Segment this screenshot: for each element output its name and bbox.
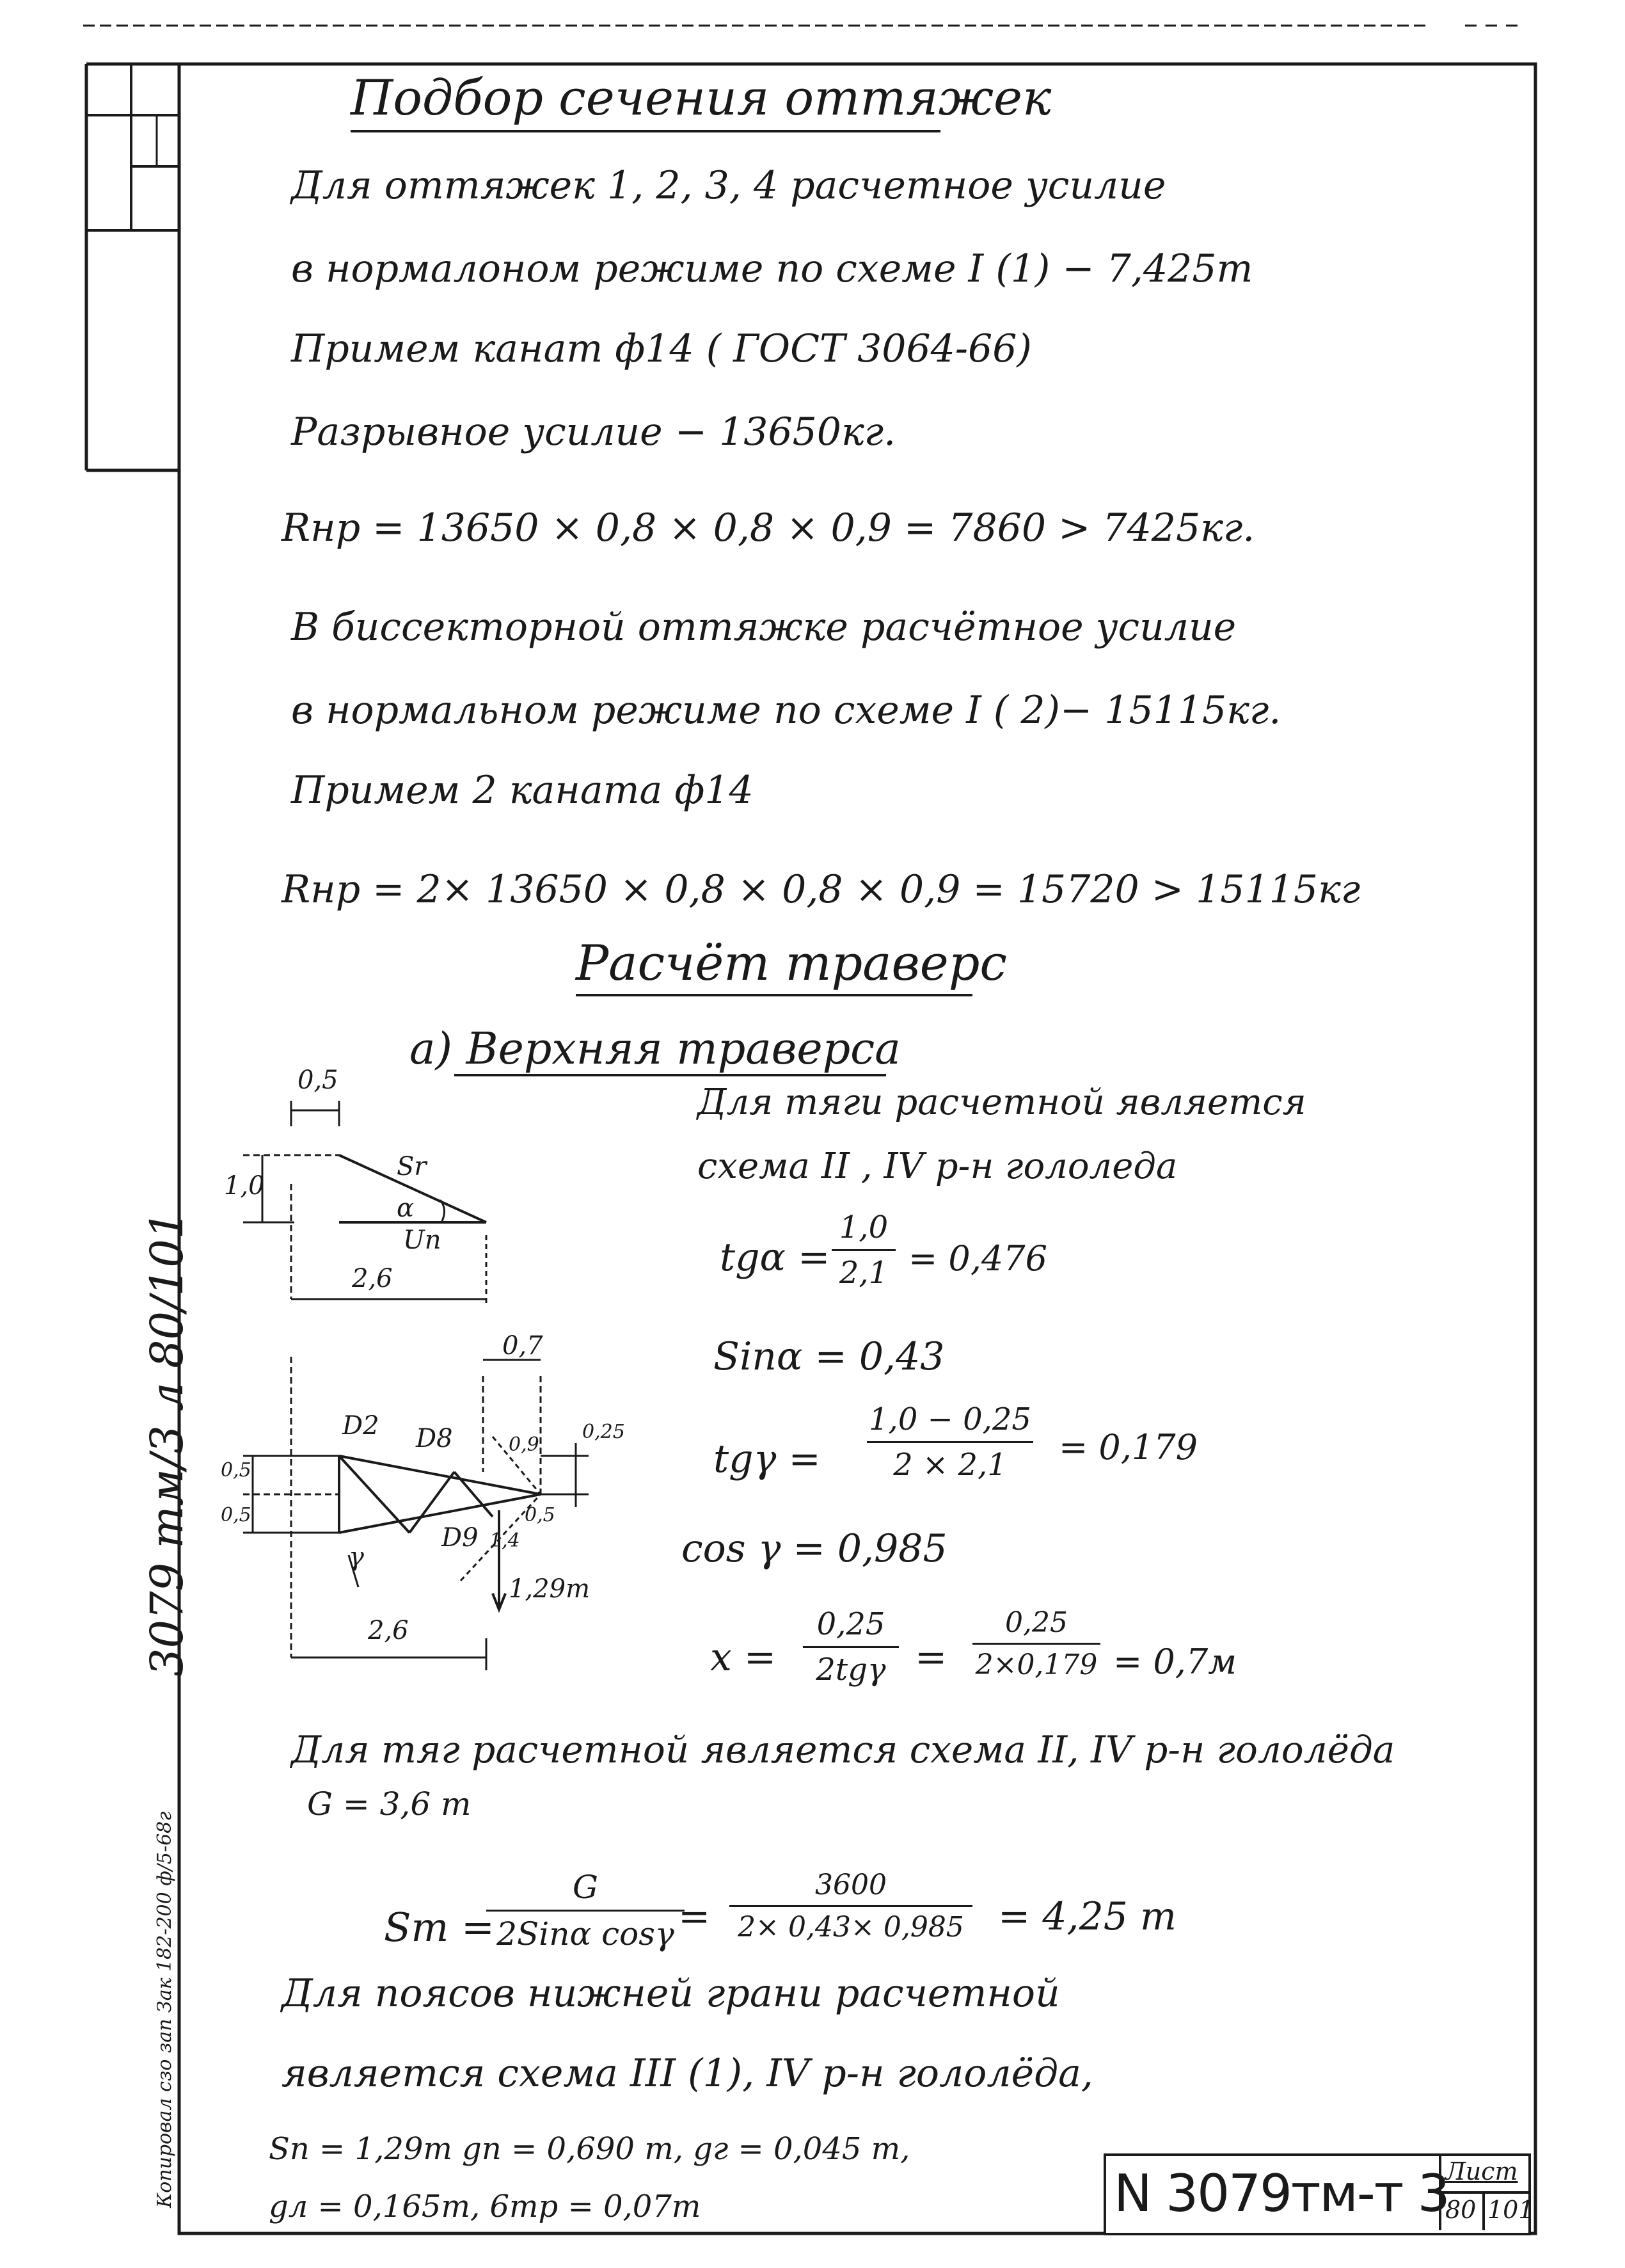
title-block [1104, 2153, 1534, 2235]
dim-0-5-top: 0,5 [297, 1066, 338, 1095]
tg-alpha-numerator: 1,0 [839, 1210, 889, 1245]
fraction-bar [832, 1249, 896, 1251]
label-load: 1,29т [509, 1574, 590, 1604]
tg-gamma-lhs: tgγ = [713, 1437, 821, 1481]
label-d2: D2 [342, 1411, 379, 1441]
sheet-number: 80 [1445, 2196, 1477, 2224]
sheet-total: 101 [1487, 2196, 1534, 2224]
text-line-4: Разрывное усилие − 13650кг. [291, 410, 896, 454]
tg-alpha-result: = 0,476 [908, 1238, 1048, 1279]
text-line-8: Примем 2 каната ф14 [291, 768, 754, 813]
label-alpha: α [397, 1194, 415, 1223]
rod-load: G = 3,6 т [307, 1785, 472, 1823]
dim-0-25: 0,25 [582, 1421, 625, 1443]
fraction-bar [867, 1441, 1033, 1443]
cos-gamma: cos γ = 0,985 [681, 1526, 947, 1571]
belts-line-4: gл = 0,165т, 6тр = 0,07т [269, 2189, 701, 2224]
dim-1-0-left: 1,0 [224, 1171, 265, 1201]
tg-alpha-fraction [832, 1210, 896, 1291]
x-denominator-1: 2tgγ [816, 1652, 886, 1688]
st-result: = 4,25 т [998, 1894, 1177, 1939]
fraction-bar [803, 1646, 899, 1648]
tg-gamma-result: = 0,179 [1059, 1427, 1198, 1467]
label-un: Un [403, 1226, 441, 1255]
tg-gamma-numerator: 1,0 − 0,25 [869, 1402, 1031, 1437]
st-numerator-2: 3600 [815, 1869, 887, 1901]
st-fraction-1 [486, 1869, 685, 1953]
st-fraction-2 [729, 1869, 972, 1944]
traverse-title: Расчёт траверс [576, 934, 1007, 991]
label-sr: Sr [397, 1152, 427, 1181]
side-doc-reference: 3079 тм/3 л 80/101 [141, 1210, 193, 1677]
x-equals: = [915, 1635, 947, 1680]
st-denominator-1: 2Sinα cosγ [496, 1915, 674, 1953]
section-title: Подбор сечения оттяжек [351, 69, 1052, 126]
dim-0-5-upper: 0,5 [221, 1459, 251, 1481]
tg-gamma-fraction [867, 1402, 1033, 1483]
label-d9: D9 [441, 1523, 479, 1553]
text-line-2: в нормалоном режиме по схеме I (1) − 7,425т [291, 246, 1253, 291]
upper-traverse-subtitle: а) Верхняя траверса [409, 1024, 901, 1074]
text-line-3: Примем канат ф14 ( ГОСТ 3064-66) [291, 326, 1032, 371]
fraction-bar [486, 1910, 685, 1912]
x-lhs: x = [710, 1635, 777, 1680]
text-line-5: Rнр = 13650 × 0,8 × 0,8 × 0,9 = 7860 > 7425кг. [281, 506, 1255, 550]
text-line-7: в нормальном режиме по схеме I ( 2)− 15115кг. [291, 688, 1281, 733]
calc-line-2: схема II , IV р-н гололеда [697, 1146, 1178, 1187]
x-numerator-2: 0,25 [1005, 1606, 1068, 1639]
st-numerator-1: G [573, 1869, 598, 1906]
belts-line-2: является схема III (1), IV р-н гололёда, [281, 2051, 1093, 2096]
st-lhs: Sт = [384, 1904, 495, 1951]
dim-0-5-lower: 0,5 [221, 1504, 251, 1526]
fraction-bar [729, 1905, 972, 1907]
x-fraction-2 [972, 1606, 1100, 1681]
text-line-9: Rнр = 2× 13650 × 0,8 × 0,8 × 0,9 = 15720 > 15115кг [281, 867, 1361, 912]
side-copy-note: Копировал сзо зап Зак 182-200 ф/5-68г [154, 1811, 176, 2208]
st-equals: = [678, 1894, 711, 1939]
x-fraction-1 [803, 1606, 899, 1688]
dim-0-7: 0,7 [502, 1331, 543, 1361]
sheet-label: Лист [1445, 2157, 1518, 2185]
label-gamma: γ [349, 1542, 364, 1572]
belts-line-1: Для поясов нижней грани расчетной [281, 1971, 1060, 2016]
x-denominator-2: 2×0,179 [975, 1649, 1098, 1681]
text-line-1: Для оттяжек 1, 2, 3, 4 расчетное усилие [291, 163, 1166, 208]
stamp-divider [1482, 2191, 1485, 2230]
dim-2-6-bottom: 2,6 [352, 1264, 393, 1293]
dim-0-9: 0,9 [509, 1433, 539, 1456]
tg-gamma-denominator: 2 × 2,1 [893, 1447, 1007, 1483]
dim-0-5-right: 0,5 [525, 1504, 555, 1526]
x-numerator-1: 0,25 [816, 1606, 885, 1642]
fraction-bar [972, 1643, 1100, 1645]
rod-line-1: Для тяг расчетной является схема II, IV р-н гололёда [291, 1728, 1395, 1771]
calc-line-1: Для тяги расчетной является [697, 1082, 1306, 1123]
text-line-6: В биссекторной оттяжке расчётное усилие [291, 605, 1237, 650]
tg-alpha-denominator: 2,1 [839, 1255, 889, 1291]
dim-1-4: 1,4 [489, 1529, 520, 1552]
belts-line-3: Sп = 1,29т gп = 0,690 т, gг = 0,045 т, [269, 2131, 910, 2167]
tg-alpha-lhs: tgα = [720, 1235, 830, 1280]
doc-number: N 3079тм-т 3 [1114, 2164, 1449, 2223]
label-d8: D8 [416, 1424, 453, 1453]
st-denominator-2: 2× 0,43× 0,985 [738, 1911, 964, 1944]
x-result: = 0,7м [1113, 1641, 1237, 1682]
sin-alpha: Sinα = 0,43 [713, 1334, 945, 1379]
dim-2-6-truss: 2,6 [368, 1616, 409, 1645]
